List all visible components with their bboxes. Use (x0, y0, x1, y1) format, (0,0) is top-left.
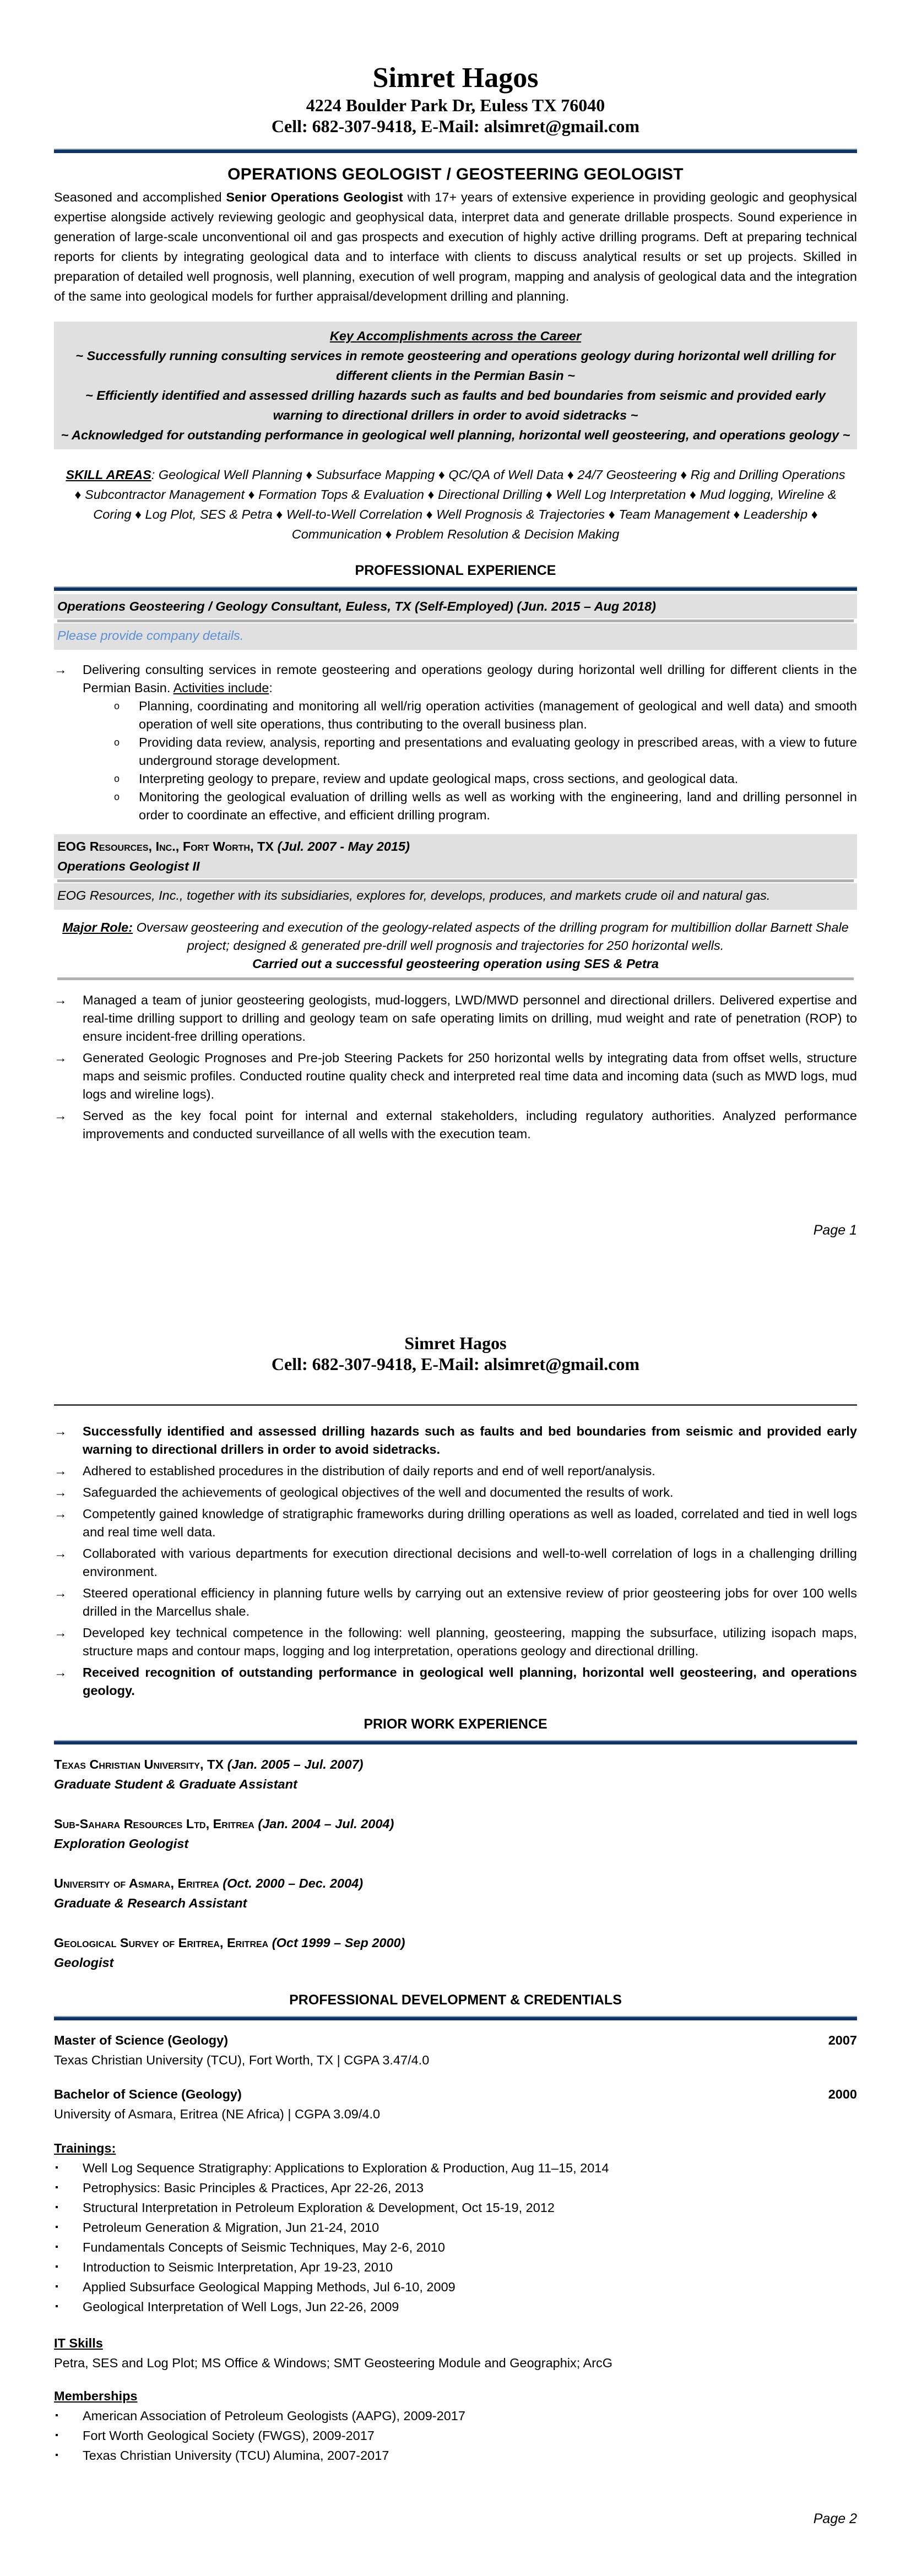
degree-name: Master of Science (Geology) (54, 2033, 229, 2047)
section-heading-prior-work: PRIOR WORK EXPERIENCE (364, 1716, 547, 1732)
circle-bullet-icon: o (114, 773, 120, 784)
job-title-bar: Operations Geosteering / Geology Consultant, Euless, TX (Self-Employed) (Jun. 2015 – Aug 2018) (54, 594, 857, 618)
skill-item: Well-to-Well Correlation (286, 507, 423, 521)
major-role-text: Oversaw geosteering and execution of the geology-related aspects of the drilling program for multibillion dollar Barnett Shale project; designed & generated pre-drill well prognosis and trajectories for 250 horizontal wells. (133, 920, 849, 953)
skill-areas-label: SKILL AREAS (66, 468, 151, 482)
degree-year: 2000 (828, 2087, 857, 2101)
job-bullet (54, 1462, 857, 1480)
skill-item: Directional Drilling (438, 487, 543, 502)
key-accomplishments-box (54, 322, 857, 449)
job-bullet (54, 1584, 857, 1621)
skill-areas: SKILL AREAS: Geological Well Planning ♦ Subsurface Mapping ♦ QC/QA of Well Data ♦ 24/7 Geosteering ♦ Rig and Drilling Operations ♦ Subcontractor Management ♦ Formation Tops & Evaluation ♦ Directional Drilling ♦ Well Log Interpretation ♦ Mud logging, Wireline & Coring ♦ Log Plot, SES & Petra ♦ Well-to-Well Correlation ♦ Well Prognosis & Trajectories ♦ Team Management ♦ Leadership ♦ Communication ♦ Problem Resolution & Decision Making (66, 468, 845, 541)
it-skills-label: IT Skills (54, 2336, 103, 2350)
job-bullet (54, 1049, 857, 1104)
resume-header (54, 1272, 857, 1374)
training-item (54, 2218, 857, 2237)
accomplishment-item: ~ Efficiently identified and assessed drilling hazards such as faults and bed boundaries from seismic and provided early warning to directional drillers in order to avoid sidetracks ~ (85, 388, 826, 422)
prior-job (54, 1754, 857, 1794)
square-bullet-icon: ▪ (55, 2242, 58, 2252)
page-number: Page 2 (813, 2511, 857, 2526)
section-heading-credentials: PROFESSIONAL DEVELOPMENT & CREDENTIALS (289, 1992, 622, 2008)
skill-item: 24/7 Geosteering (577, 468, 677, 482)
arrow-icon: → (54, 1485, 67, 1499)
square-bullet-icon: ▪ (55, 2282, 58, 2291)
job-position: Geologist (54, 1955, 114, 1970)
membership-list (54, 2406, 857, 2465)
summary-text: with 17+ years of extensive experience in providing geologic and geophysical expertise alongside actively reviewing geologic and geophysical data, interpret data and generate drillable prospects. Sound experience in generation of large-scale unconventional oil and gas prospects and execution of highly active drilling programs. Deft at preparing technical reports for clients by integrating geological data and to interface with clients to discuss analytical results or set up projects. Skilled in preparation of detailed well prognosis, well planning, execution of well program, mapping and analysis of geological data and the integration of the same into geological models for further appraisal/development drilling and planning. (54, 190, 857, 303)
activity-item (83, 788, 857, 824)
square-bullet-icon: ▪ (55, 2203, 58, 2212)
bullet-text: Received recognition of outstanding performance in geological well planning, horizontal well geosteering, and operations geology. (83, 1665, 857, 1698)
key-accomplishments-title: Key Accomplishments across the Career (329, 329, 582, 343)
skill-areas-list (74, 468, 845, 541)
job-bullet (54, 991, 857, 1046)
section-divider (54, 2016, 857, 2020)
skill-item: Well Prognosis & Trajectories (436, 507, 605, 521)
skill-item: Geological Well Planning (158, 468, 302, 482)
training-item (54, 2297, 857, 2317)
section-divider (54, 586, 857, 591)
job-dates: (Jan. 2004 – Jul. 2004) (258, 1817, 394, 1831)
training-item (54, 2178, 857, 2198)
diamond-separator-icon: ♦ (729, 507, 744, 521)
job-bullet (54, 1664, 857, 1700)
skill-item: Team Management (619, 507, 730, 521)
job-bullets (54, 991, 857, 1143)
summary-paragraph (54, 187, 857, 306)
summary-text: Seasoned and accomplished (54, 190, 226, 204)
square-bullet-icon: ▪ (55, 2450, 58, 2460)
section-divider (54, 1740, 857, 1744)
job-position: Exploration Geologist (54, 1836, 189, 1851)
skill-item: Problem Resolution & Decision Making (395, 527, 620, 541)
bullet-text: Served as the key focal point for internal and external stakeholders, including regulatory authorities. Analyzed performance improvements and conducted surveillance of all wells with the execution team. (83, 1108, 857, 1141)
arrow-icon: → (54, 1626, 67, 1640)
degree-name: Bachelor of Science (Geology) (54, 2087, 242, 2101)
resume-title: OPERATIONS GEOLOGIST / GEOSTEERING GEOLOGIST (227, 165, 684, 183)
diamond-separator-icon: ♦ (381, 527, 396, 541)
arrow-icon: → (54, 1507, 67, 1521)
address: 4224 Boulder Park Dr, Euless TX 76040 (306, 95, 605, 115)
arrow-icon: → (54, 1546, 67, 1561)
membership-item (54, 2445, 857, 2465)
diamond-separator-icon: ♦ (424, 487, 438, 502)
activity-text: Planning, coordinating and monitoring all well/rig operation activities (management of geological and well data) and smooth operation of well site operations, thus contributing to the overall business plan. (139, 699, 857, 731)
job-position: Graduate & Research Assistant (54, 1896, 247, 1910)
circle-bullet-icon: o (114, 700, 120, 711)
arrow-icon: → (54, 993, 67, 1007)
training-item-text: Applied Subsurface Geological Mapping Methods, Jul 6-10, 2009 (83, 2280, 456, 2294)
job-bullet (54, 1422, 857, 1459)
degree-institution: Texas Christian University (TCU), Fort Worth, TX | CGPA 3.47/4.0 (54, 2053, 430, 2067)
skill-item: Subcontractor Management (85, 487, 245, 502)
organization-name: Geological Survey of Eritrea, Eritrea (54, 1936, 269, 1950)
degree-year: 2007 (828, 2033, 857, 2047)
activity-item (83, 697, 857, 733)
organization-name: Sub-Sahara Resources Ltd, Eritrea (54, 1817, 254, 1831)
job-bullet (54, 1107, 857, 1143)
job-dates: (Jul. 2007 - May 2015) (277, 839, 410, 854)
prior-job-header (54, 1933, 857, 1953)
accomplishment-item: ~ Acknowledged for outstanding performance in geological well planning, horizontal well geosteering, and operations geology ~ (61, 428, 850, 442)
job-separator (57, 879, 854, 882)
skill-item: Subsurface Mapping (316, 468, 435, 482)
square-bullet-icon: ▪ (55, 2411, 58, 2420)
circle-bullet-icon: o (114, 737, 120, 748)
arrow-icon: → (54, 662, 67, 677)
bullet-text: Competently gained knowledge of stratigraphic frameworks during drilling operations as well as loaded, correlated and tied in well logs and real time well data. (83, 1507, 857, 1539)
contact-info: Cell: 682-307-9418, E-Mail: alsimret@gmail.com (271, 1354, 640, 1374)
job-bullet (54, 1483, 857, 1502)
activity-item (83, 770, 857, 788)
company-name: EOG Resources, Inc., Fort Worth, TX (57, 839, 274, 854)
diamond-separator-icon: ♦ (302, 468, 316, 482)
skill-item: Formation Tops & Evaluation (258, 487, 424, 502)
square-bullet-icon: ▪ (55, 2183, 58, 2192)
membership-item-text: Fort Worth Geological Society (FWGS), 2009-2017 (83, 2428, 375, 2443)
membership-item (54, 2406, 857, 2426)
diamond-separator-icon: ♦ (807, 507, 818, 521)
bullet-text: : (269, 681, 273, 695)
prior-job-header (54, 1814, 857, 1834)
training-item (54, 2257, 857, 2277)
square-bullet-icon: ▪ (55, 2262, 58, 2271)
degree-list (54, 2030, 857, 2124)
training-item-text: Geological Interpretation of Well Logs, Jun 22-26, 2009 (83, 2300, 399, 2314)
diamond-separator-icon: ♦ (542, 487, 556, 502)
job-dates: (Oct 1999 – Sep 2000) (272, 1936, 405, 1950)
skill-item: Log Plot, SES & Petra (145, 507, 273, 521)
activities-label: Activities include (173, 681, 269, 695)
degree-row (54, 2084, 857, 2104)
square-bullet-icon: ▪ (55, 2431, 58, 2440)
job-dates: (Jan. 2005 – Jul. 2007) (227, 1757, 364, 1771)
section-heading-experience: PROFESSIONAL EXPERIENCE (355, 563, 556, 578)
bullet-text: Successfully identified and assessed drilling hazards such as faults and bed boundaries from seismic and provided early warning to directional drillers in order to avoid sidetracks. (83, 1424, 857, 1457)
membership-item-text: Texas Christian University (TCU) Alumina, 2007-2017 (83, 2448, 389, 2463)
company-details-placeholder: Please provide company details. (54, 623, 857, 650)
diamond-separator-icon: ♦ (605, 507, 619, 521)
square-bullet-icon: ▪ (55, 2302, 58, 2311)
square-bullet-icon: ▪ (55, 2163, 58, 2172)
company-description: EOG Resources, Inc., together with its subsidiaries, explores for, develops, produces, and markets crude oil and natural gas. (54, 883, 857, 910)
summary-highlight: Senior Operations Geologist (226, 190, 403, 204)
training-item-text: Introduction to Seismic Interpretation, Apr 19-23, 2010 (83, 2260, 393, 2274)
diamond-separator-icon: ♦ (74, 487, 85, 502)
job-dates: (Oct. 2000 – Dec. 2004) (223, 1876, 364, 1890)
diamond-separator-icon: ♦ (422, 507, 437, 521)
candidate-name: Simret Hagos (372, 62, 539, 94)
prior-job-header (54, 1754, 857, 1774)
job-separator (57, 977, 854, 980)
memberships-label: Memberships (54, 2389, 138, 2403)
major-role-highlight: Carried out a successful geosteering operation using SES & Petra (252, 957, 659, 971)
page-number: Page 1 (813, 1222, 857, 1238)
contact-info: Cell: 682-307-9418, E-Mail: alsimret@gmail.com (271, 116, 640, 136)
skill-item: Well Log Interpretation (556, 487, 686, 502)
training-item-text: Petrophysics: Basic Principles & Practices, Apr 22-26, 2013 (83, 2181, 424, 2195)
accomplishment-item: ~ Successfully running consulting services in remote geosteering and operations geology during horizontal well drilling for different clients in the Permian Basin ~ (75, 349, 836, 383)
square-bullet-icon: ▪ (55, 2222, 58, 2232)
arrow-icon: → (54, 1665, 67, 1680)
training-item-text: Structural Interpretation in Petroleum Exploration & Development, Oct 15-19, 2012 (83, 2200, 555, 2215)
job-separator (57, 619, 854, 622)
major-role (59, 919, 852, 973)
arrow-icon: → (54, 1464, 67, 1478)
training-list (54, 2158, 857, 2317)
arrow-icon: → (54, 1424, 67, 1438)
bullet-text: Generated Geologic Prognoses and Pre-job Steering Packets for 250 horizontal wells by integrating data from offset wells, structure maps and seismic profiles. Conducted routine quality check and interpreted real time data and incoming data (such as MWD logs, mud logs and wireline logs). (83, 1051, 857, 1101)
arrow-icon: → (54, 1051, 67, 1065)
prior-job (54, 1933, 857, 1972)
activity-list (83, 697, 857, 824)
activity-item (83, 733, 857, 770)
job-title-bar (54, 834, 857, 878)
diamond-separator-icon: ♦ (686, 487, 700, 502)
degree-row (54, 2030, 857, 2050)
circle-bullet-icon: o (114, 791, 120, 802)
bullet-text: Developed key technical competence in the following: well planning, geosteering, mapping the subsurface, utilizing isopach maps, structure maps and contour maps, logging and log interpretation, operations geology and directional drilling. (83, 1626, 857, 1658)
arrow-icon: → (54, 1108, 67, 1123)
diamond-separator-icon: ♦ (272, 507, 286, 521)
degree-institution: University of Asmara, Eritrea (NE Africa) | CGPA 3.09/4.0 (54, 2107, 381, 2121)
bullet-text: Delivering consulting services in remote geosteering and operations geology during horizontal well drilling for different clients in the Permian Basin. (83, 662, 857, 695)
training-item-text: Well Log Sequence Stratigraphy: Applications to Exploration & Production, Aug 11–15, 2014 (83, 2161, 609, 2175)
job-bullet (54, 661, 857, 824)
bullet-text: Adhered to established procedures in the distribution of daily reports and end of well report/analysis. (83, 1464, 655, 1478)
arrow-icon: → (54, 1586, 67, 1600)
job-bullet (54, 1505, 857, 1541)
prior-job (54, 1873, 857, 1913)
job-bullets (54, 661, 857, 824)
bullet-text: Steered operational efficiency in planning future wells by carrying out an extensive review of prior geosteering jobs for over 100 wells drilled in the Marcellus shale. (83, 1586, 857, 1618)
diamond-separator-icon: ♦ (676, 468, 691, 482)
bullet-text: Collaborated with various departments for execution directional decisions and well-to-well correlation of logs in a challenging drilling environment. (83, 1546, 857, 1579)
prior-work-list (54, 1754, 857, 1972)
it-skills-text: Petra, SES and Log Plot; MS Office & Windows; SMT Geosteering Module and Geographix; ArcG (54, 2356, 613, 2370)
job-position: Operations Geologist II (57, 859, 200, 873)
training-item-text: Fundamentals Concepts of Seismic Techniques, May 2-6, 2010 (83, 2240, 445, 2254)
job-consultant (54, 594, 857, 824)
trainings-label: Trainings: (54, 2141, 116, 2155)
training-item (54, 2158, 857, 2178)
skill-item: Mud logging, Wireline & Coring (93, 487, 837, 521)
skill-item: Rig and Drilling Operations (690, 468, 845, 482)
job-bullet (54, 1545, 857, 1581)
resume-page-2 (0, 1272, 911, 2576)
diamond-separator-icon: ♦ (563, 468, 578, 482)
resume-page-1 (0, 0, 911, 1272)
activity-text: Interpreting geology to prepare, review and update geological maps, cross sections, and geological data. (139, 771, 739, 786)
skill-item: Communication (291, 527, 382, 541)
training-item (54, 2198, 857, 2218)
candidate-name: Simret Hagos (404, 1333, 507, 1353)
job-position: Graduate Student & Graduate Assistant (54, 1777, 297, 1791)
skill-item: Leadership (743, 507, 808, 521)
header-divider (54, 1404, 857, 1406)
organization-name: University of Asmara, Eritrea (54, 1876, 219, 1890)
resume-header (54, 0, 857, 137)
diamond-separator-icon: ♦ (435, 468, 449, 482)
continued-job-bullets (54, 1422, 857, 1700)
activity-text: Providing data review, analysis, reporting and presentations and evaluating geology in prescribed areas, with a view to future underground storage development. (139, 735, 857, 768)
training-item (54, 2277, 857, 2297)
membership-item-text: American Association of Petroleum Geologists (AAPG), 2009-2017 (83, 2409, 465, 2423)
job-eog (54, 834, 857, 1143)
major-role-label: Major Role: (62, 920, 133, 934)
diamond-separator-icon: ♦ (131, 507, 145, 521)
prior-job (54, 1814, 857, 1854)
prior-job-header (54, 1873, 857, 1893)
bullet-text: Managed a team of junior geosteering geologists, mud-loggers, LWD/MWD personnel and directional drillers. Delivered expertise and real-time drilling support to drilling and geology team on safe operating limits on drilling, mud weight and rate of penetration (ROP) to ensure incident-free drilling operations. (83, 993, 857, 1044)
activity-text: Monitoring the geological evaluation of drilling wells as well as working with the engineering, land and drilling personnel in order to coordinate an effective, and efficient drilling program. (139, 790, 857, 822)
job-bullet (54, 1624, 857, 1660)
training-item (54, 2237, 857, 2257)
membership-item (54, 2426, 857, 2445)
header-divider (54, 149, 857, 153)
bullet-text: Safeguarded the achievements of geological objectives of the well and documented the results of work. (83, 1485, 674, 1499)
training-item-text: Petroleum Generation & Migration, Jun 21-24, 2010 (83, 2220, 379, 2235)
diamond-separator-icon: ♦ (245, 487, 259, 502)
organization-name: Texas Christian University, TX (54, 1757, 224, 1771)
skill-item: QC/QA of Well Data (448, 468, 564, 482)
